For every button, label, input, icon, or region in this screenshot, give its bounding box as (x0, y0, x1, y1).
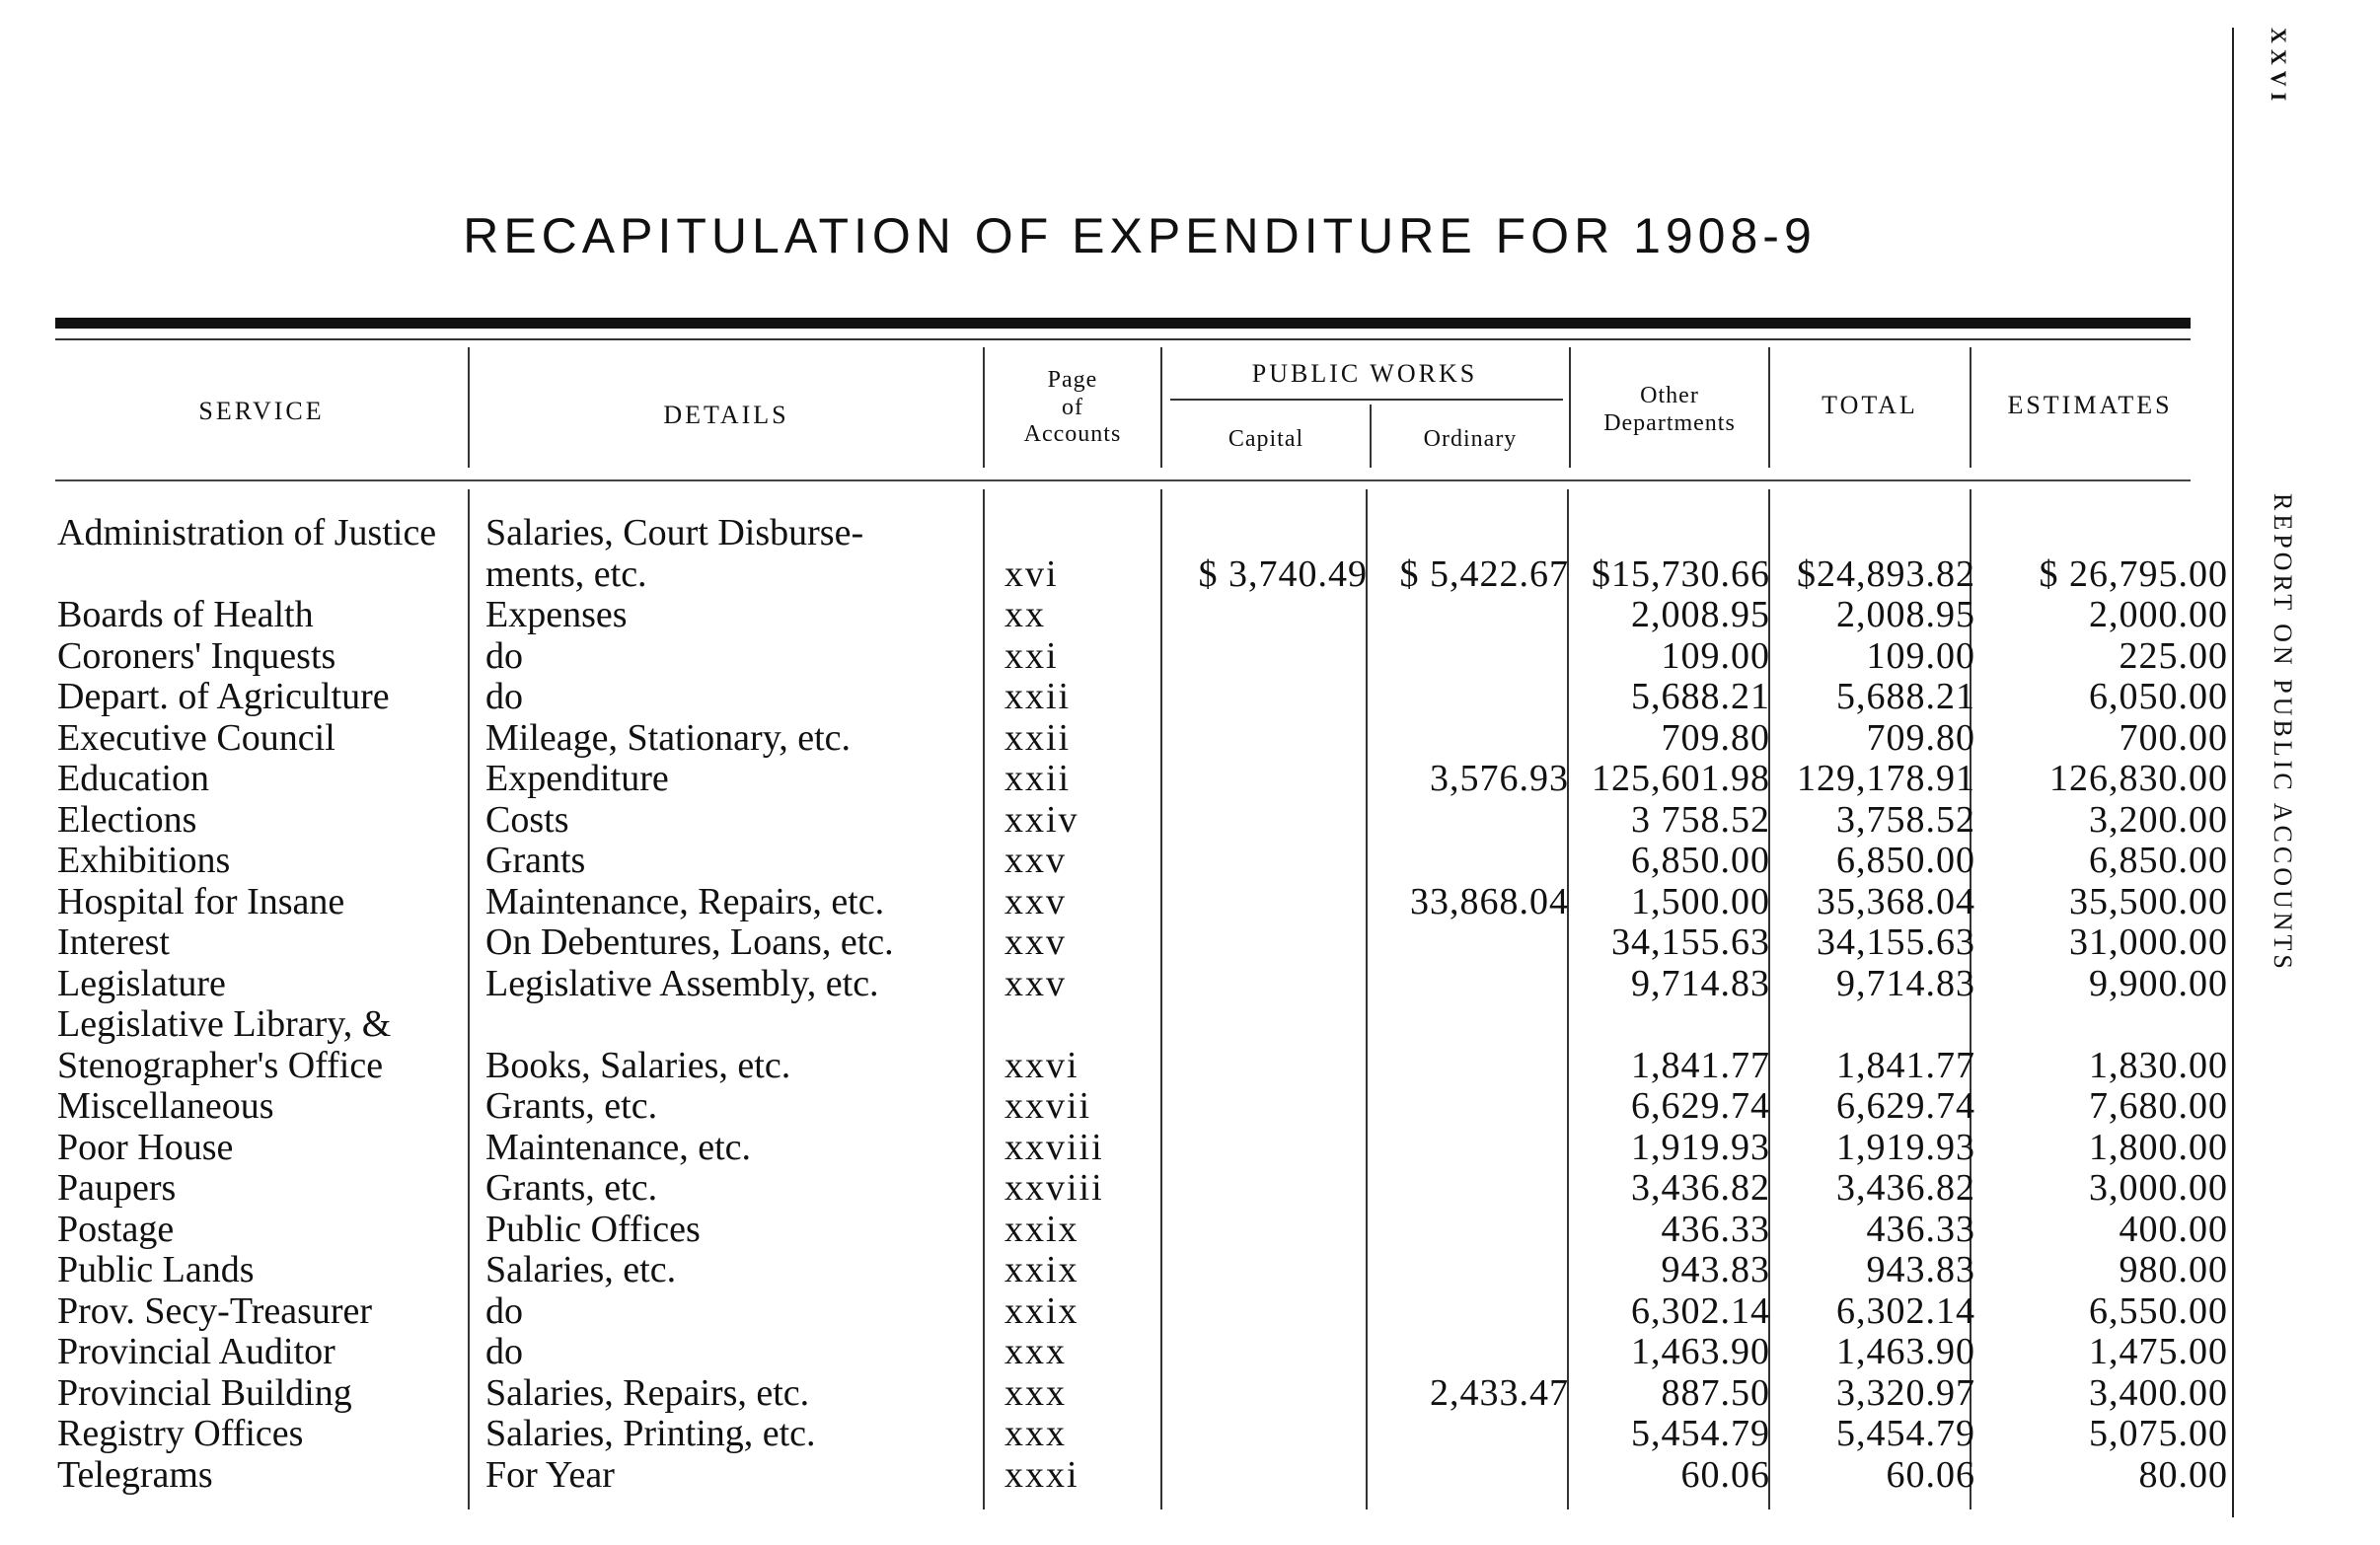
cell-details: do (485, 1289, 523, 1332)
cell-estimates: 1,830.00 (2089, 1044, 2228, 1086)
cell-other: 60.06 (1680, 1453, 1770, 1496)
cell-other: $15,730.66 (1592, 552, 1770, 595)
cell-service: Telegrams (57, 1453, 213, 1496)
cell-capital: $ 3,740.49 (1198, 552, 1368, 595)
cell-capital (1166, 922, 1376, 964)
table-row (55, 1210, 2248, 1251)
table-row (55, 1250, 2248, 1291)
cell-page: xxx (1004, 1413, 1067, 1454)
cell-other: 6,850.00 (1631, 840, 1770, 881)
header-other-departments (1571, 383, 1768, 437)
cell-page: xxiv (1004, 798, 1079, 841)
table-row (55, 718, 2248, 760)
cell-ordinary (1376, 1128, 1577, 1169)
cell-total: 943.83 (1866, 1249, 1975, 1290)
table-row (55, 677, 2248, 718)
cell-ordinary (1376, 718, 1577, 760)
table-row (55, 1046, 2248, 1087)
cell-other (1577, 513, 1774, 554)
header-other-line2: Departments (1603, 409, 1736, 436)
cell-capital (1166, 882, 1376, 923)
cell-total: 60.06 (1886, 1453, 1975, 1496)
cell-ordinary: 2,433.47 (1430, 1371, 1569, 1414)
cell-total: $24,893.82 (1797, 552, 1975, 595)
cell-total: 5,688.21 (1836, 676, 1975, 717)
cell-page: xxx (1004, 1331, 1067, 1372)
cell-other: 887.50 (1661, 1371, 1770, 1414)
cell-details: Grants, etc. (485, 1167, 658, 1209)
cell-service: Elections (57, 798, 197, 841)
cell-service: Postage (57, 1208, 175, 1250)
cell-page: xxx (1004, 1371, 1067, 1414)
cell-details: Salaries, Printing, etc. (485, 1413, 816, 1454)
cell-capital (1166, 1004, 1376, 1046)
cell-page: xxviii (1004, 1126, 1104, 1168)
cell-ordinary (1376, 636, 1577, 678)
cell-estimates: 126,830.00 (2049, 758, 2228, 799)
cell-capital (1166, 1086, 1376, 1128)
cell-details: Expenditure (485, 758, 669, 799)
table-row (55, 1291, 2248, 1333)
cell-service: Hospital for Insane (57, 880, 345, 922)
cell-ordinary (1376, 1414, 1577, 1455)
cell-ordinary (1376, 1250, 1577, 1291)
cell-service: Coroners' Inquests (57, 634, 336, 677)
header-other-line1: Other (1640, 383, 1699, 408)
cell-ordinary (1376, 841, 1577, 882)
cell-details: Expenses (485, 594, 628, 635)
cell-page: xx (1004, 594, 1046, 635)
cell-ordinary (1376, 513, 1577, 554)
cell-page: xvi (1004, 552, 1059, 595)
cell-details: Mileage, Stationary, etc. (485, 716, 852, 759)
cell-capital (1166, 1046, 1376, 1087)
cell-capital (1166, 718, 1376, 760)
cell-capital (1166, 1373, 1376, 1415)
cell-page: xxv (1004, 880, 1067, 922)
cell-total: 1,463.90 (1836, 1331, 1975, 1372)
table-body (55, 513, 2248, 1496)
cell-ordinary (1376, 1291, 1577, 1333)
cell-ordinary: 33,868.04 (1410, 880, 1569, 922)
cell-total: 3,758.52 (1836, 798, 1975, 841)
cell-total: 6,850.00 (1836, 840, 1975, 881)
cell-total: 129,178.91 (1797, 758, 1975, 799)
cell-capital (1166, 759, 1376, 800)
table-row (55, 1168, 2248, 1210)
cell-other: 1,841.77 (1631, 1044, 1770, 1086)
header-page-line2: of (1062, 394, 1083, 420)
cell-ordinary (1376, 1455, 1577, 1497)
cell-capital (1166, 1455, 1376, 1497)
cell-estimates: 35,500.00 (2069, 880, 2228, 922)
cell-other: 5,454.79 (1631, 1413, 1770, 1454)
cell-ordinary (1376, 1046, 1577, 1087)
cell-service: Poor House (57, 1126, 234, 1168)
page-number: XXVI (2267, 28, 2291, 108)
cell-page: xxii (1004, 758, 1072, 799)
cell-capital (1166, 636, 1376, 678)
cell-estimates: 80.00 (2138, 1453, 2228, 1496)
cell-estimates: 3,400.00 (2089, 1371, 2228, 1414)
cell-page: xxvii (1004, 1085, 1092, 1127)
table-row (55, 1128, 2248, 1169)
cell-other: 6,302.14 (1631, 1289, 1770, 1332)
cell-page: xxii (1004, 676, 1072, 717)
cell-estimates: 400.00 (2119, 1208, 2228, 1250)
cell-ordinary (1376, 1086, 1577, 1128)
cell-other: 109.00 (1661, 634, 1770, 677)
table-row (55, 882, 2248, 923)
cell-capital (1166, 595, 1376, 636)
table-row (55, 1086, 2248, 1128)
cell-total: 1,841.77 (1836, 1044, 1975, 1086)
cell-total: 109.00 (1866, 634, 1975, 677)
cell-service: Provincial Building (57, 1371, 352, 1414)
header-bottom-rule (55, 479, 2191, 481)
cell-total: 6,629.74 (1836, 1085, 1975, 1127)
cell-total: 35,368.04 (1817, 880, 1975, 922)
cell-service: Interest (57, 921, 170, 963)
cell-estimates: 2,000.00 (2089, 594, 2228, 635)
cell-other: 1,919.93 (1631, 1126, 1770, 1168)
title-rule-thin (55, 338, 2191, 340)
cell-capital (1166, 1210, 1376, 1251)
header-page-line1: Page (1047, 367, 1098, 393)
cell-other: 1,500.00 (1631, 880, 1770, 922)
cell-estimates: 5,075.00 (2089, 1413, 2228, 1454)
cell-ordinary (1376, 1332, 1577, 1373)
title-rule-thick (55, 318, 2191, 329)
cell-estimates: 7,680.00 (2089, 1085, 2228, 1127)
cell-capital (1166, 1291, 1376, 1333)
cell-page: xxix (1004, 1208, 1079, 1250)
cell-details: Grants, etc. (485, 1085, 658, 1127)
cell-total: 2,008.95 (1836, 594, 1975, 635)
table-row (55, 554, 2248, 596)
cell-capital (1166, 964, 1376, 1005)
table-row (55, 636, 2248, 678)
cell-total: 3,320.97 (1836, 1371, 1975, 1414)
cell-details: Costs (485, 798, 569, 841)
cell-total: 9,714.83 (1836, 962, 1975, 1004)
cell-capital (1166, 1168, 1376, 1210)
page-title: RECAPITULATION OF EXPENDITURE FOR 1908-9 (463, 208, 1817, 263)
cell-estimates: 6,050.00 (2089, 676, 2228, 717)
header-public-works: PUBLIC WORKS (1251, 359, 1478, 388)
cell-service (55, 554, 476, 596)
cell-other: 3,436.82 (1631, 1167, 1770, 1209)
cell-total (1774, 513, 1981, 554)
cell-details: do (485, 676, 523, 717)
cell-other: 125,601.98 (1592, 758, 1770, 799)
cell-details (476, 1004, 999, 1046)
cell-service: Stenographer's Office (57, 1044, 384, 1086)
expenditure-table (55, 513, 2248, 1496)
cell-page: xxv (1004, 962, 1067, 1004)
cell-details: Grants (485, 840, 586, 881)
table-row (55, 964, 2248, 1005)
cell-total: 5,454.79 (1836, 1413, 1975, 1454)
table-row (55, 513, 2248, 554)
cell-ordinary (1376, 1004, 1577, 1046)
cell-ordinary: 3,576.93 (1430, 758, 1569, 799)
cell-estimates: 9,900.00 (2089, 962, 2228, 1004)
cell-service: Registry Offices (57, 1413, 304, 1454)
cell-estimates: 6,550.00 (2089, 1289, 2228, 1332)
cell-estimates: $ 26,795.00 (2039, 552, 2228, 595)
header-details: DETAILS (663, 401, 789, 429)
cell-estimates: 225.00 (2119, 634, 2228, 677)
table-row (55, 1004, 2248, 1046)
cell-page: xxix (1004, 1249, 1079, 1290)
cell-service: Public Lands (57, 1249, 255, 1290)
cell-service: Miscellaneous (57, 1085, 274, 1127)
cell-capital (1166, 513, 1376, 554)
header-estimates: ESTIMATES (2007, 391, 2173, 419)
table-row (55, 841, 2248, 882)
cell-other: 34,155.63 (1611, 921, 1770, 963)
cell-estimates: 3,000.00 (2089, 1167, 2228, 1209)
cell-estimates: 1,800.00 (2089, 1126, 2228, 1168)
cell-ordinary (1376, 1168, 1577, 1210)
cell-total: 709.80 (1866, 716, 1975, 759)
cell-other: 1,463.90 (1631, 1331, 1770, 1372)
header-capital: Capital (1227, 426, 1304, 452)
header-service: SERVICE (198, 397, 325, 425)
cell-capital (1166, 1128, 1376, 1169)
cell-total: 34,155.63 (1817, 921, 1975, 963)
cell-service: Depart. of Agriculture (57, 676, 390, 717)
table-row (55, 1373, 2248, 1415)
cell-details: Public Offices (485, 1208, 701, 1250)
table-row (55, 922, 2248, 964)
cell-estimates (1981, 513, 2248, 554)
cell-other: 6,629.74 (1631, 1085, 1770, 1127)
cell-estimates (1981, 1004, 2248, 1046)
cell-details: For Year (485, 1453, 615, 1496)
cell-page (999, 1004, 1166, 1046)
cell-service: Boards of Health (57, 594, 314, 635)
header-total: TOTAL (1822, 391, 1918, 419)
cell-other: 436.33 (1661, 1208, 1770, 1250)
cell-page: xxv (1004, 840, 1067, 881)
cell-ordinary (1376, 595, 1577, 636)
cell-service: Education (57, 758, 210, 799)
cell-other: 2,008.95 (1631, 594, 1770, 635)
table-row (55, 595, 2248, 636)
cell-ordinary (1376, 800, 1577, 842)
cell-details: do (485, 634, 523, 677)
cell-service: Legislature (57, 962, 226, 1004)
table-row (55, 1455, 2248, 1497)
cell-ordinary (1376, 922, 1577, 964)
cell-estimates: 3,200.00 (2089, 798, 2228, 841)
cell-estimates: 31,000.00 (2069, 921, 2228, 963)
table-row (55, 800, 2248, 842)
cell-ordinary (1376, 1210, 1577, 1251)
cell-ordinary (1376, 677, 1577, 718)
cell-capital (1166, 1414, 1376, 1455)
running-head: REPORT ON PUBLIC ACCOUNTS (2268, 493, 2297, 973)
header-page-of-accounts (985, 367, 1160, 449)
header-ordinary: Ordinary (1423, 426, 1518, 452)
cell-service: Executive Council (57, 716, 335, 759)
cell-total: 6,302.14 (1836, 1289, 1975, 1332)
cell-estimates: 700.00 (2119, 716, 2228, 759)
cell-page: xxix (1004, 1289, 1079, 1332)
cell-service: Exhibitions (57, 840, 231, 881)
cell-other: 9,714.83 (1631, 962, 1770, 1004)
cell-total: 1,919.93 (1836, 1126, 1975, 1168)
cell-ordinary: $ 5,422.67 (1399, 552, 1569, 595)
cell-details: Maintenance, Repairs, etc. (485, 880, 885, 922)
cell-capital (1166, 1250, 1376, 1291)
public-works-rule (1170, 399, 1563, 401)
cell-capital (1166, 841, 1376, 882)
cell-page: xxii (1004, 716, 1072, 759)
cell-other: 709.80 (1661, 716, 1770, 759)
cell-total: 436.33 (1866, 1208, 1975, 1250)
cell-page: xxxi (1004, 1453, 1079, 1496)
cell-details: do (485, 1331, 523, 1372)
cell-ordinary (1376, 964, 1577, 1005)
cell-details: Legislative Assembly, etc. (485, 962, 879, 1004)
cell-other: 943.83 (1661, 1249, 1770, 1290)
header-page-line3: Accounts (1023, 421, 1122, 448)
cell-details: On Debentures, Loans, etc. (485, 921, 894, 963)
cell-service: Administration of Justice (57, 512, 437, 553)
table-row (55, 759, 2248, 800)
cell-service: Legislative Library, & (57, 1003, 392, 1045)
cell-page: xxv (1004, 921, 1067, 963)
table-row (55, 1414, 2248, 1455)
cell-details: Books, Salaries, etc. (485, 1044, 791, 1086)
cell-details: ments, etc. (485, 552, 647, 595)
table-row (55, 1332, 2248, 1373)
cell-service: Paupers (57, 1167, 177, 1209)
cell-details: Salaries, Court Disburse- (485, 512, 864, 553)
cell-estimates: 980.00 (2119, 1249, 2228, 1290)
cell-capital (1166, 677, 1376, 718)
cell-capital (1166, 1332, 1376, 1373)
cell-service: Provincial Auditor (57, 1331, 335, 1372)
cell-capital (1166, 800, 1376, 842)
cell-details: Salaries, Repairs, etc. (485, 1371, 810, 1414)
cell-other: 5,688.21 (1631, 676, 1770, 717)
cell-other (1577, 1004, 1774, 1046)
cell-page (999, 513, 1166, 554)
cell-page: xxviii (1004, 1167, 1104, 1209)
cell-details: Maintenance, etc. (485, 1126, 752, 1168)
cell-estimates: 1,475.00 (2089, 1331, 2228, 1372)
cell-total: 3,436.82 (1836, 1167, 1975, 1209)
cell-service: Prov. Secy-Treasurer (57, 1289, 373, 1332)
cell-page: xxi (1004, 634, 1059, 677)
cell-total (1774, 1004, 1981, 1046)
cell-page: xxvi (1004, 1044, 1079, 1086)
cell-details: Salaries, etc. (485, 1249, 677, 1290)
cell-other: 3 758.52 (1631, 798, 1770, 841)
cell-estimates: 6,850.00 (2089, 840, 2228, 881)
